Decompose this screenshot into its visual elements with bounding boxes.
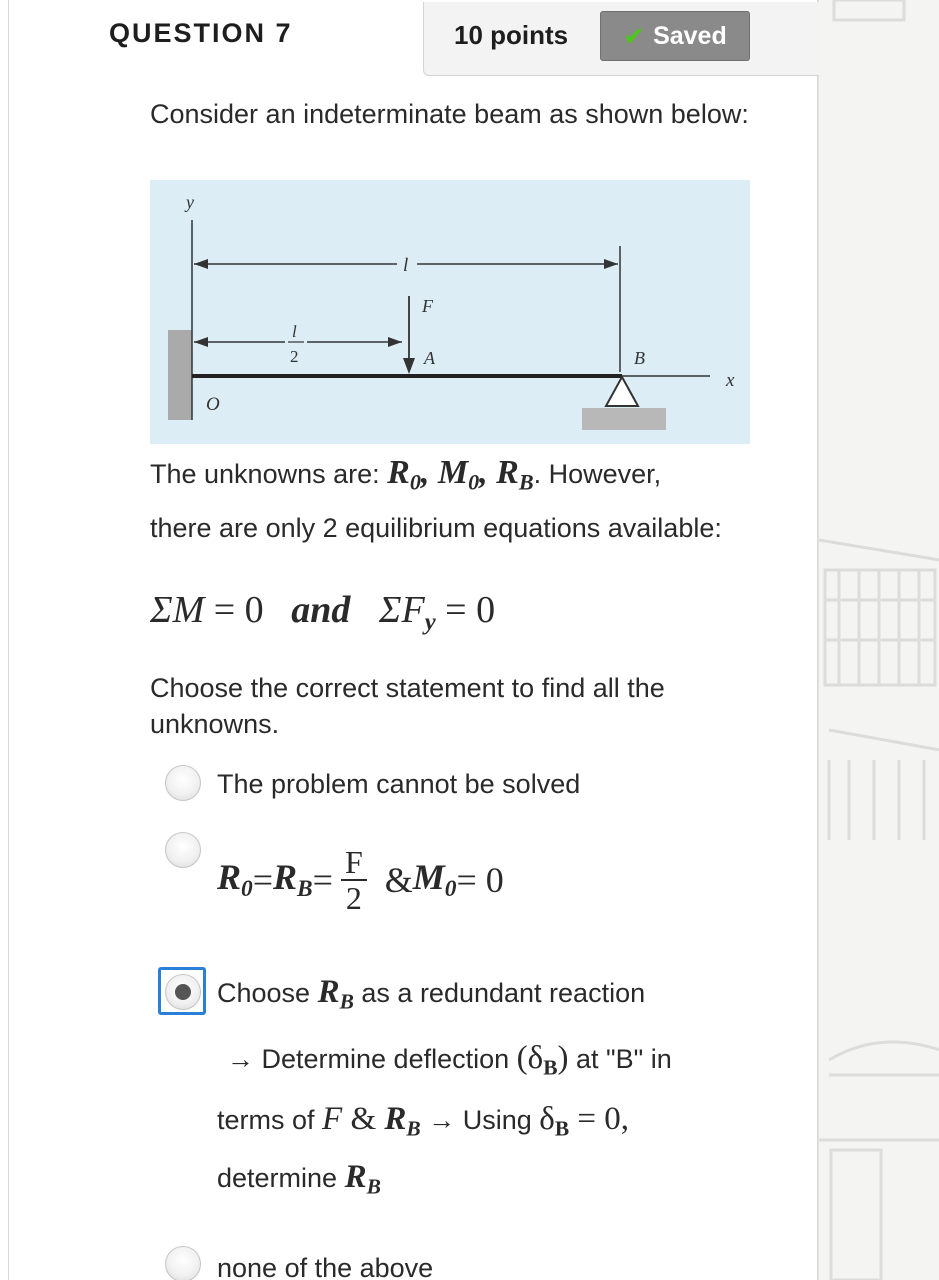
half-label-denominator: 2 [290,347,299,366]
point-a-label: A [424,348,435,368]
half-arrow-right [388,337,402,347]
length-arrow-right [604,259,618,269]
question-intro: Consider an indeterminate beam as shown below: [150,99,749,129]
x-axis-label: x [726,370,735,391]
fixed-wall [168,330,192,420]
fraction-f-over-2: $\frac{F}{2}$ [341,845,367,915]
check-icon: ✔ [623,20,646,51]
points-label: 10 points [454,20,569,50]
arrow-right-icon: → [420,1105,463,1135]
half-label-numerator: l [292,322,297,341]
unknown-m0: $M_0$ [437,454,480,495]
force-label: F [422,296,433,316]
unknown-r0: $R_0$ [387,454,421,495]
option-3-focus-ring[interactable] [158,967,206,1015]
force-arrow-head [403,358,415,374]
eq1-rhs: = 0 [204,589,274,631]
option-4-label[interactable]: none of the above [217,1253,434,1280]
background-decoration [818,0,939,1280]
unknowns-statement: The unknowns are: $R_0$, $M_0$, $R_B$. However, [150,454,662,495]
option-3-line-4: determine $R_B$ [217,1159,381,1199]
option-2-radio[interactable] [165,832,201,868]
option-1-radio[interactable] [165,765,201,801]
question-title: QUESTION 7 [109,18,293,48]
pin-support-triangle [606,377,638,406]
radio-selected-dot [175,984,191,1000]
y-axis-label: y [186,192,194,212]
sum-force: $\Sigma F_y$ [378,589,436,636]
equation-count-text: there are only 2 equilibrium equations available: [150,513,722,543]
unknowns-prefix: The unknowns are: [150,459,388,489]
arrow-right-icon: → [227,1044,254,1074]
option-3-label[interactable]: Choose $R_B$ as a redundant reaction [217,974,646,1014]
saved-label: Saved [653,21,727,50]
length-arrow-left [194,259,208,269]
equilibrium-equations [150,588,495,636]
option-2-label[interactable]: $R_0$ = $R_B$ = $\frac{F}{2}$ & $M_0$ = 0 [217,844,504,916]
beam-diagram-svg [150,180,750,444]
option-4-radio[interactable] [165,1246,201,1280]
and-word: and [291,589,351,631]
option-3-radio[interactable] [165,974,201,1010]
length-label: l [403,255,409,276]
points-panel [423,2,819,76]
sum-moment: ΣM [150,589,205,631]
question-header [9,0,819,76]
origin-label: O [206,394,220,415]
support-ground [582,408,666,430]
half-arrow-left [194,337,208,347]
saved-status-badge [600,11,750,61]
unknowns-suffix: . However, [533,459,662,489]
option-3-line-2: → Determine deflection $(\delta_B)$ at "B" in [227,1040,672,1080]
question-card [8,0,818,1280]
beam-diagram [150,180,750,444]
unknown-rb: $R_B$ [496,454,534,495]
eq2-rhs: = 0 [435,589,496,631]
option-3-line-3: terms of F & $R_B \to Using$ $\delta_B = 0$, [217,1101,629,1141]
point-b-label: B [634,348,645,368]
option-1-label[interactable]: The problem cannot be solved [217,769,581,799]
instruction-text: Choose the correct statement to find all the unknowns. [150,673,665,739]
